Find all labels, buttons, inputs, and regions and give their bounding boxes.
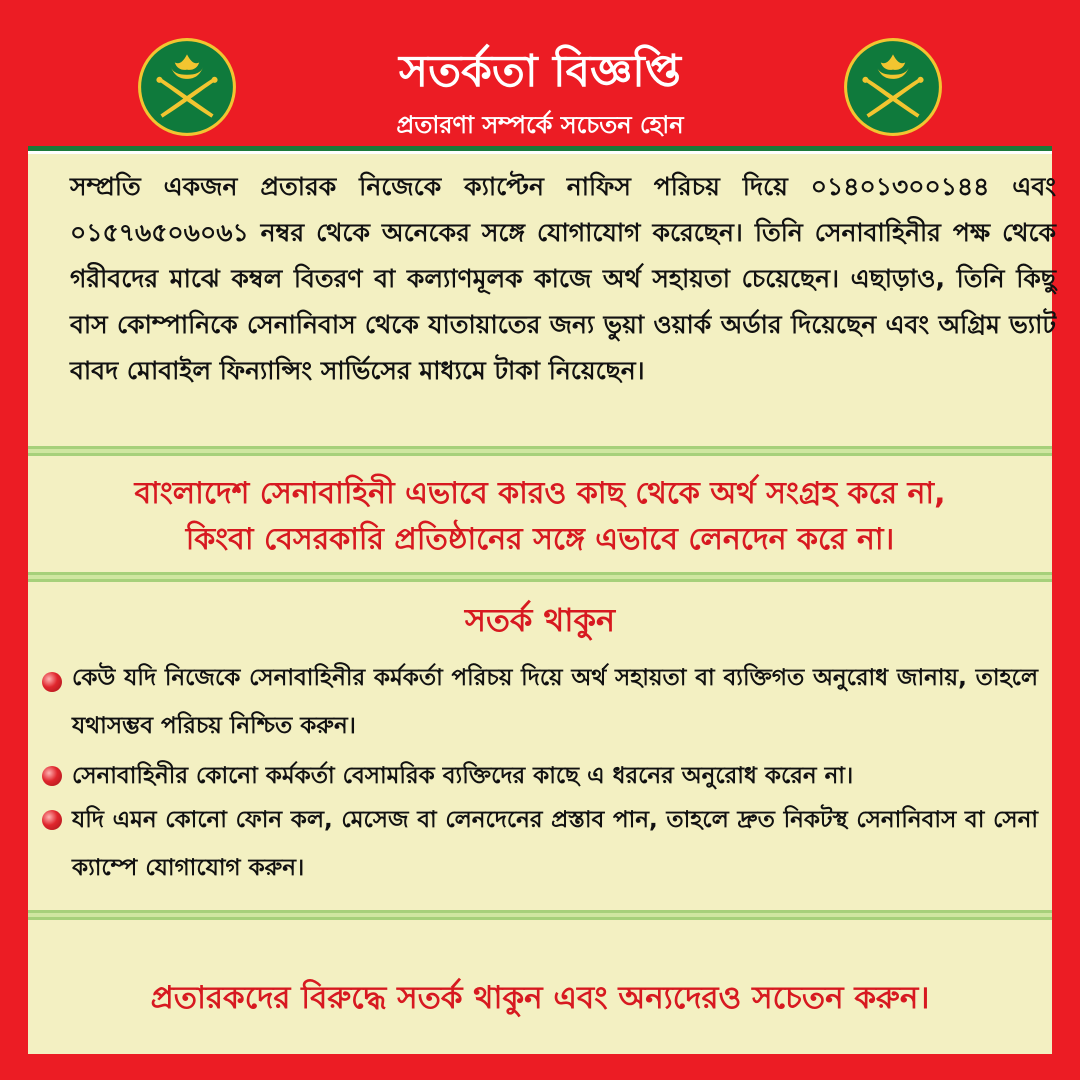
intro-panel <box>28 154 1056 448</box>
section-separator <box>28 446 1052 456</box>
notice-panel <box>28 456 1052 574</box>
warning-title: সতর্ক থাকুন <box>464 601 616 639</box>
closing-message: প্রতারকদের বিরুদ্ধে সতর্ক থাকুন এবং অন্যদেরও সচেতন করুন। <box>150 980 930 1016</box>
section-separator <box>28 572 1052 582</box>
page-subtitle: প্রতারণা সম্পর্কে সচেতন হোন <box>396 111 684 139</box>
section-separator <box>28 910 1052 920</box>
notice-line-2: কিংবা বেসরকারি প্রতিষ্ঠানের সঙ্গে এভাবে লেনদেন করে না। <box>185 522 895 557</box>
warning-item-3: যদি এমন কোনো ফোন কল, মেসেজ বা লেনদেনের প্রস্তাব পান, তাহলে দ্রুত নিকটস্থ সেনানিবাস বা সেনা ক্যাম্পে যোগাযোগ করুন। <box>72 807 1038 881</box>
bullet-icon <box>42 810 62 830</box>
warning-item-1: কেউ যদি নিজেকে সেনাবাহিনীর কর্মকর্তা পরিচয় দিয়ে অর্থ সহায়তা বা ব্যক্তিগত অনুরোধ জানায়, তাহলে যথাসম্ভব পরিচয় নিশ্চিত করুন। <box>72 665 1038 739</box>
page-title: সতর্কতা বিজ্ঞপ্তি <box>399 46 681 97</box>
closing-panel <box>28 920 1052 1054</box>
bullet-icon <box>42 672 62 692</box>
army-emblem-icon <box>842 36 944 138</box>
warning-item-2: সেনাবাহিনীর কোনো কর্মকর্তা বেসামরিক ব্যক্তিদের কাছে এ ধরনের অনুরোধ করেন না। <box>72 763 854 789</box>
notice-line-1: বাংলাদেশ সেনাবাহিনী এভাবে কারও কাছ থেকে অর্থ সংগ্রহ করে না, <box>134 476 946 511</box>
header <box>28 22 1052 144</box>
bullet-icon <box>42 766 62 786</box>
intro-paragraph: সম্প্রতি একজন প্রতারক নিজেকে ক্যাপ্টেন নাফিস পরিচয় দিয়ে ০১৪০১৩০০১৪৪ এবং ০১৫৭৬৫০৬০৬১ নম্বর থেকে অনেকের সঙ্গে যোগাযোগ করেছেন। তিনি সেনাবাহিনীর পক্ষ থেকে গরীবদের মাঝে কম্বল বিতরণ বা কল্যাণমূলক কাজে অর্থ সহায়তা চেয়েছেন। এছাড়াও, তিনি কিছু বাস কোম্পানিকে সেনানিবাস থেকে যাতায়াতের জন্য ভুয়া ওয়ার্ক অর্ডার দিয়েছেন এবং অগ্রিম ভ্যাট বাবদ মোবাইল ফিন্যান্সিং সার্ভিসের মাধ্যমে টাকা নিয়েছেন। <box>70 172 1056 385</box>
warning-panel <box>28 582 1052 912</box>
